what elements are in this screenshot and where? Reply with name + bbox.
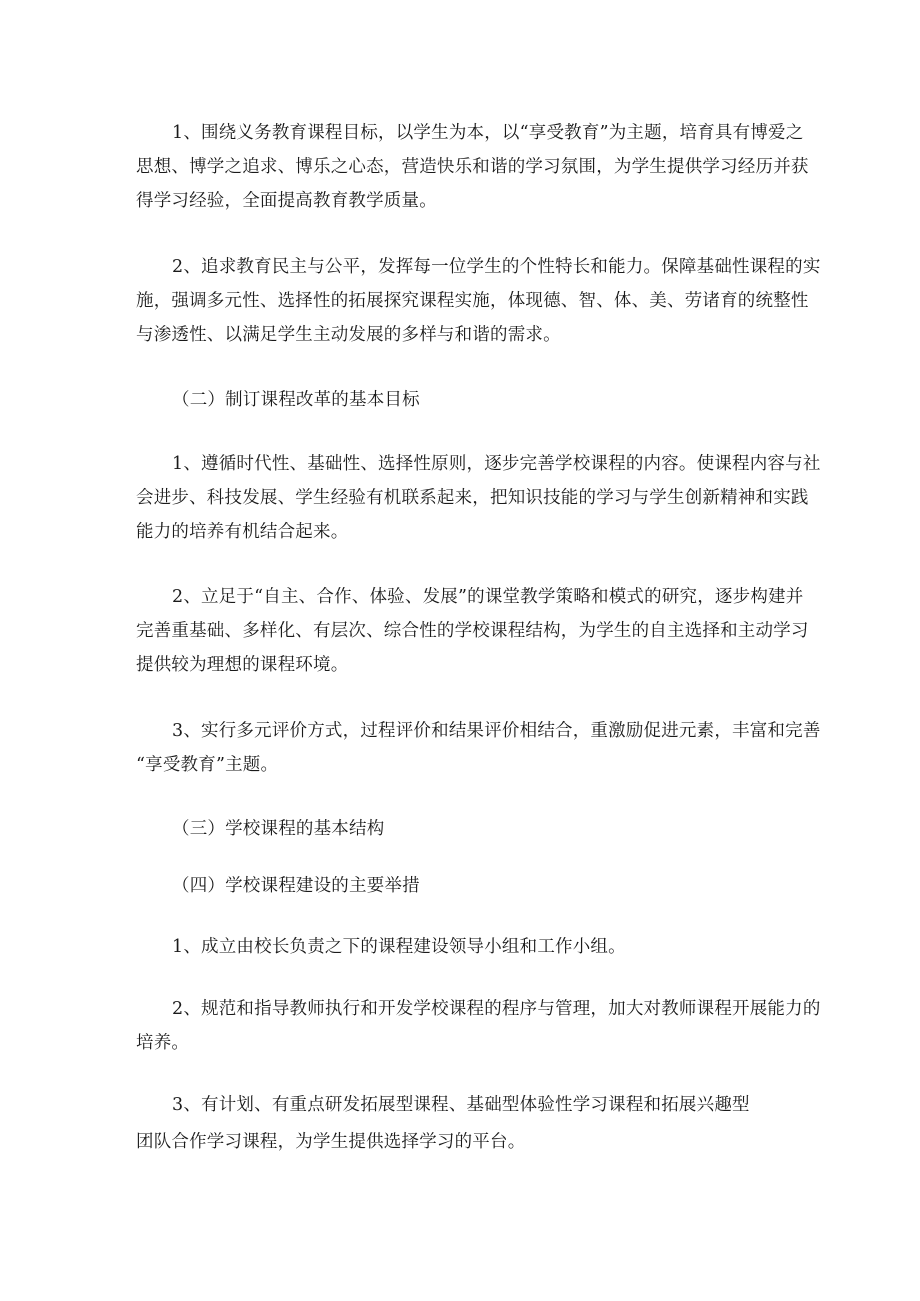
section-heading-2	[136, 383, 791, 417]
section-heading-3	[136, 812, 791, 846]
text-line: 2、立足于“自主、合作、体验、发展”的课堂教学策略和模式的研究，逐步构建并	[172, 587, 804, 607]
text-line: 得学习经验，全面提高教育教学质量。	[136, 191, 437, 211]
text-line: “享受教育”主题。	[136, 755, 279, 775]
paragraph-target-3	[136, 714, 821, 782]
text-line: 会进步、科技发展、学生经验有机联系起来，把知识技能的学习与学生创新精神和实践	[136, 488, 809, 508]
text-line: 提供较为理想的课程环境。	[136, 655, 349, 675]
text-line: 施，强调多元性、选择性的拓展探究课程实施，体现德、智、体、美、劳诸育的统整性	[136, 291, 809, 311]
text-line: 2、追求教育民主与公平，发挥每一位学生的个性特长和能力。保障基础性课程的实	[172, 257, 821, 277]
section-heading-4	[136, 869, 791, 903]
text-line: 培养。	[136, 1033, 190, 1053]
paragraph-measure-2	[136, 992, 821, 1060]
text-line: 能力的培养有机结合起来。	[136, 522, 349, 542]
heading-text: （二）制订课程改革的基本目标	[172, 390, 420, 410]
paragraph-target-2	[136, 580, 809, 682]
text-line: 3、有计划、有重点研发拓展型课程、基础型体验性学习课程和拓展兴趣型	[172, 1095, 750, 1115]
text-line: 团队合作学习课程，为学生提供选择学习的平台。	[136, 1132, 526, 1152]
heading-text: （三）学校课程的基本结构	[172, 819, 385, 839]
paragraph-target-1	[136, 447, 821, 549]
heading-text: （四）学校课程建设的主要举措	[172, 876, 420, 896]
paragraph-measure-3	[136, 1088, 791, 1159]
text-line: 2、规范和指导教师执行和开发学校课程的程序与管理，加大对教师课程开展能力的	[172, 999, 821, 1019]
text-line: 1、围绕义务教育课程目标，以学生为本，以“享受教育”为主题，培育具有博爱之	[172, 123, 804, 143]
text-line: 1、成立由校长负责之下的课程建设领导小组和工作小组。	[172, 937, 626, 957]
paragraph-measure-1	[136, 930, 791, 964]
text-line: 完善重基础、多样化、有层次、综合性的学校课程结构，为学生的自主选择和主动学习	[136, 621, 809, 641]
text-line: 1、遵循时代性、基础性、选择性原则，逐步完善学校课程的内容。使课程内容与社	[172, 454, 821, 474]
text-line: 思想、博学之追求、博乐之心态，营造快乐和谐的学习氛围，为学生提供学习经历并获	[136, 157, 809, 177]
text-line: 3、实行多元评价方式，过程评价和结果评价相结合，重激励促进元素，丰富和完善	[172, 721, 821, 741]
text-line: 与渗透性、以满足学生主动发展的多样与和谐的需求。	[136, 325, 561, 345]
paragraph-goal-1	[136, 116, 809, 218]
paragraph-goal-2	[136, 250, 821, 352]
